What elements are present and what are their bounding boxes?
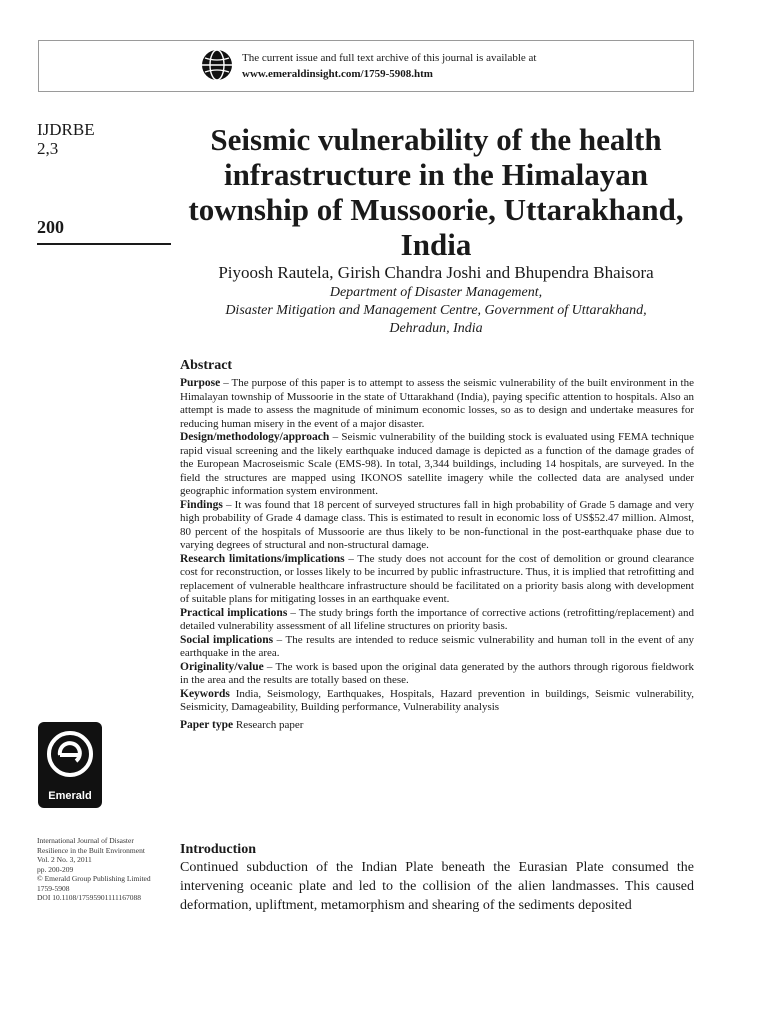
introduction-section: [180, 842, 694, 915]
citation-line: Resilience in the Built Environment: [37, 845, 145, 855]
section-label: Research limitations/implications: [180, 552, 345, 565]
section-text: India, Seismology, Earthquakes, Hospitals, Hazard prevention in buildings, Seismic vulnerability, Seismicity, Damageability, Building performance, Vulnerability analysis: [180, 687, 694, 713]
section-label: Practical implications: [180, 606, 288, 619]
introduction-heading: Introduction: [180, 842, 256, 857]
section-text: – The results are intended to reduce seismic vulnerability and human toll in the event of any earthquake in the area.: [180, 633, 694, 659]
paper-type-value: Research paper: [233, 718, 304, 731]
journal-abbreviation: [37, 120, 95, 158]
section-label: Design/methodology/approach: [180, 431, 330, 443]
section-label: Keywords: [180, 687, 230, 700]
abstract-methodology: [180, 431, 694, 499]
journal-url-link[interactable]: www.emeraldinsight.com/1759-5908.htm: [242, 68, 433, 80]
section-label: Purpose: [180, 377, 221, 389]
paper-title: Seismic vulnerability of the health infrastructure in the Himalayan township of Mussoorie, Uttarakhand, India: [188, 122, 684, 262]
author-list: Piyoosh Rautela, Girish Chandra Joshi and Bhupendra Bhaisora: [218, 263, 654, 282]
section-text: – The study does not account for the cost of demolition or ground clearance cost for reconstruction, or losses likely to be incurred by public infrastructure. Thus, it is implied that retrofitting and replacement of vulnerable healthcare infrastructure should be facilitated on a priority basis along with development of suitable plans for mitigating losses in an earthquake event.: [180, 552, 694, 605]
journal-abbr-text: IJDRBE: [37, 120, 95, 139]
abstract-purpose: [180, 377, 694, 431]
citation-line: 1759-5908: [37, 883, 70, 893]
abstract-block: [180, 358, 694, 732]
abstract-social: [180, 634, 694, 661]
affiliation-line: Dehradun, India: [389, 321, 483, 336]
affiliation-line: Disaster Mitigation and Management Centre, Government of Uttarakhand,: [225, 303, 647, 318]
abstract-heading: Abstract: [180, 358, 233, 373]
logo-name: Emerald: [48, 790, 92, 802]
section-label: Social implications: [180, 633, 274, 646]
page-number: 200: [37, 217, 64, 237]
paper-type-label: Paper type: [180, 718, 234, 731]
abstract-limitations: [180, 553, 694, 607]
section-label: Findings: [180, 498, 223, 511]
section-text: – It was found that 18 percent of surveyed structures fall in high probability of Grade 5 damage and very high probability of Grade 4 damage class. This is estimated to result in economic loss of US$52.47 million. Almost, 80 percent of the hospitals of Mussoorie are thus likely to be non-functional in the post-earthquake phase due to varying degrees of structural and non-structural damage.: [180, 498, 694, 551]
paper-type: [180, 719, 694, 733]
abstract-practical: [180, 607, 694, 634]
citation-line: © Emerald Group Publishing Limited: [37, 874, 151, 883]
abstract-keywords: [180, 688, 694, 715]
citation-line: International Journal of Disaster: [37, 836, 134, 845]
emerald-logo: [38, 722, 102, 808]
section-text: – The purpose of this paper is to attempt to assess the seismic vulnerability of the built environment in the Himalayan township of Mussoorie in the state of Uttarakhand (India), paying specific attention to hospitals. Also an attempt is made to assess the magnitude of minimum economic losses, so as to design and undertake measures for reducing human misery in the event of a major disaster.: [180, 377, 694, 430]
abstract-originality: [180, 661, 694, 688]
author-affiliation: [178, 284, 694, 338]
citation-line: Vol. 2 No. 3, 2011: [37, 855, 92, 864]
globe-icon: [200, 48, 234, 82]
section-text: – The study brings forth the importance of corrective actions (retrofitting/replacement) and detailed vulnerability assessment of all lifeline structures on priority basis.: [180, 606, 694, 632]
citation-line: DOI 10.1108/17595901111167088: [37, 893, 142, 902]
section-text: – Seismic vulnerability of the building stock is evaluated using FEMA technique rapid visual screening and the likely earthquake induced damage is depicted as a function of the damage grades of the European Macroseismic Scale (EMS-98). In total, 3,344 buildings, including 14 hospitals, are surveyed. In the field the structures are mapped using IKONOS satellite imagery while the collected data are analysed under geographic information system environment.: [180, 431, 694, 497]
abstract-findings: [180, 499, 694, 553]
journal-volume-issue: 2,3: [37, 139, 59, 158]
section-label: Originality/value: [180, 660, 264, 673]
banner-line: The current issue and full text archive of this journal is available at: [242, 52, 537, 64]
citation-line: pp. 200-209: [37, 864, 74, 874]
affiliation-line: Department of Disaster Management,: [329, 285, 543, 300]
citation-block: [37, 836, 172, 903]
journal-banner: [38, 40, 694, 92]
emerald-logo-icon: [44, 728, 96, 782]
page-number-divider: [37, 243, 171, 245]
introduction-text: Continued subduction of the Indian Plate beneath the Eurasian Plate consumed the intervening oceanic plate and led to the collision of the alien landmasses. This caused deformation, upliftment, metamorphism and shearing of the sediments deposited: [180, 860, 694, 913]
section-text: – The work is based upon the original data generated by the authors through rigorous fieldwork in the area and the results are totally based on these.: [180, 660, 694, 686]
